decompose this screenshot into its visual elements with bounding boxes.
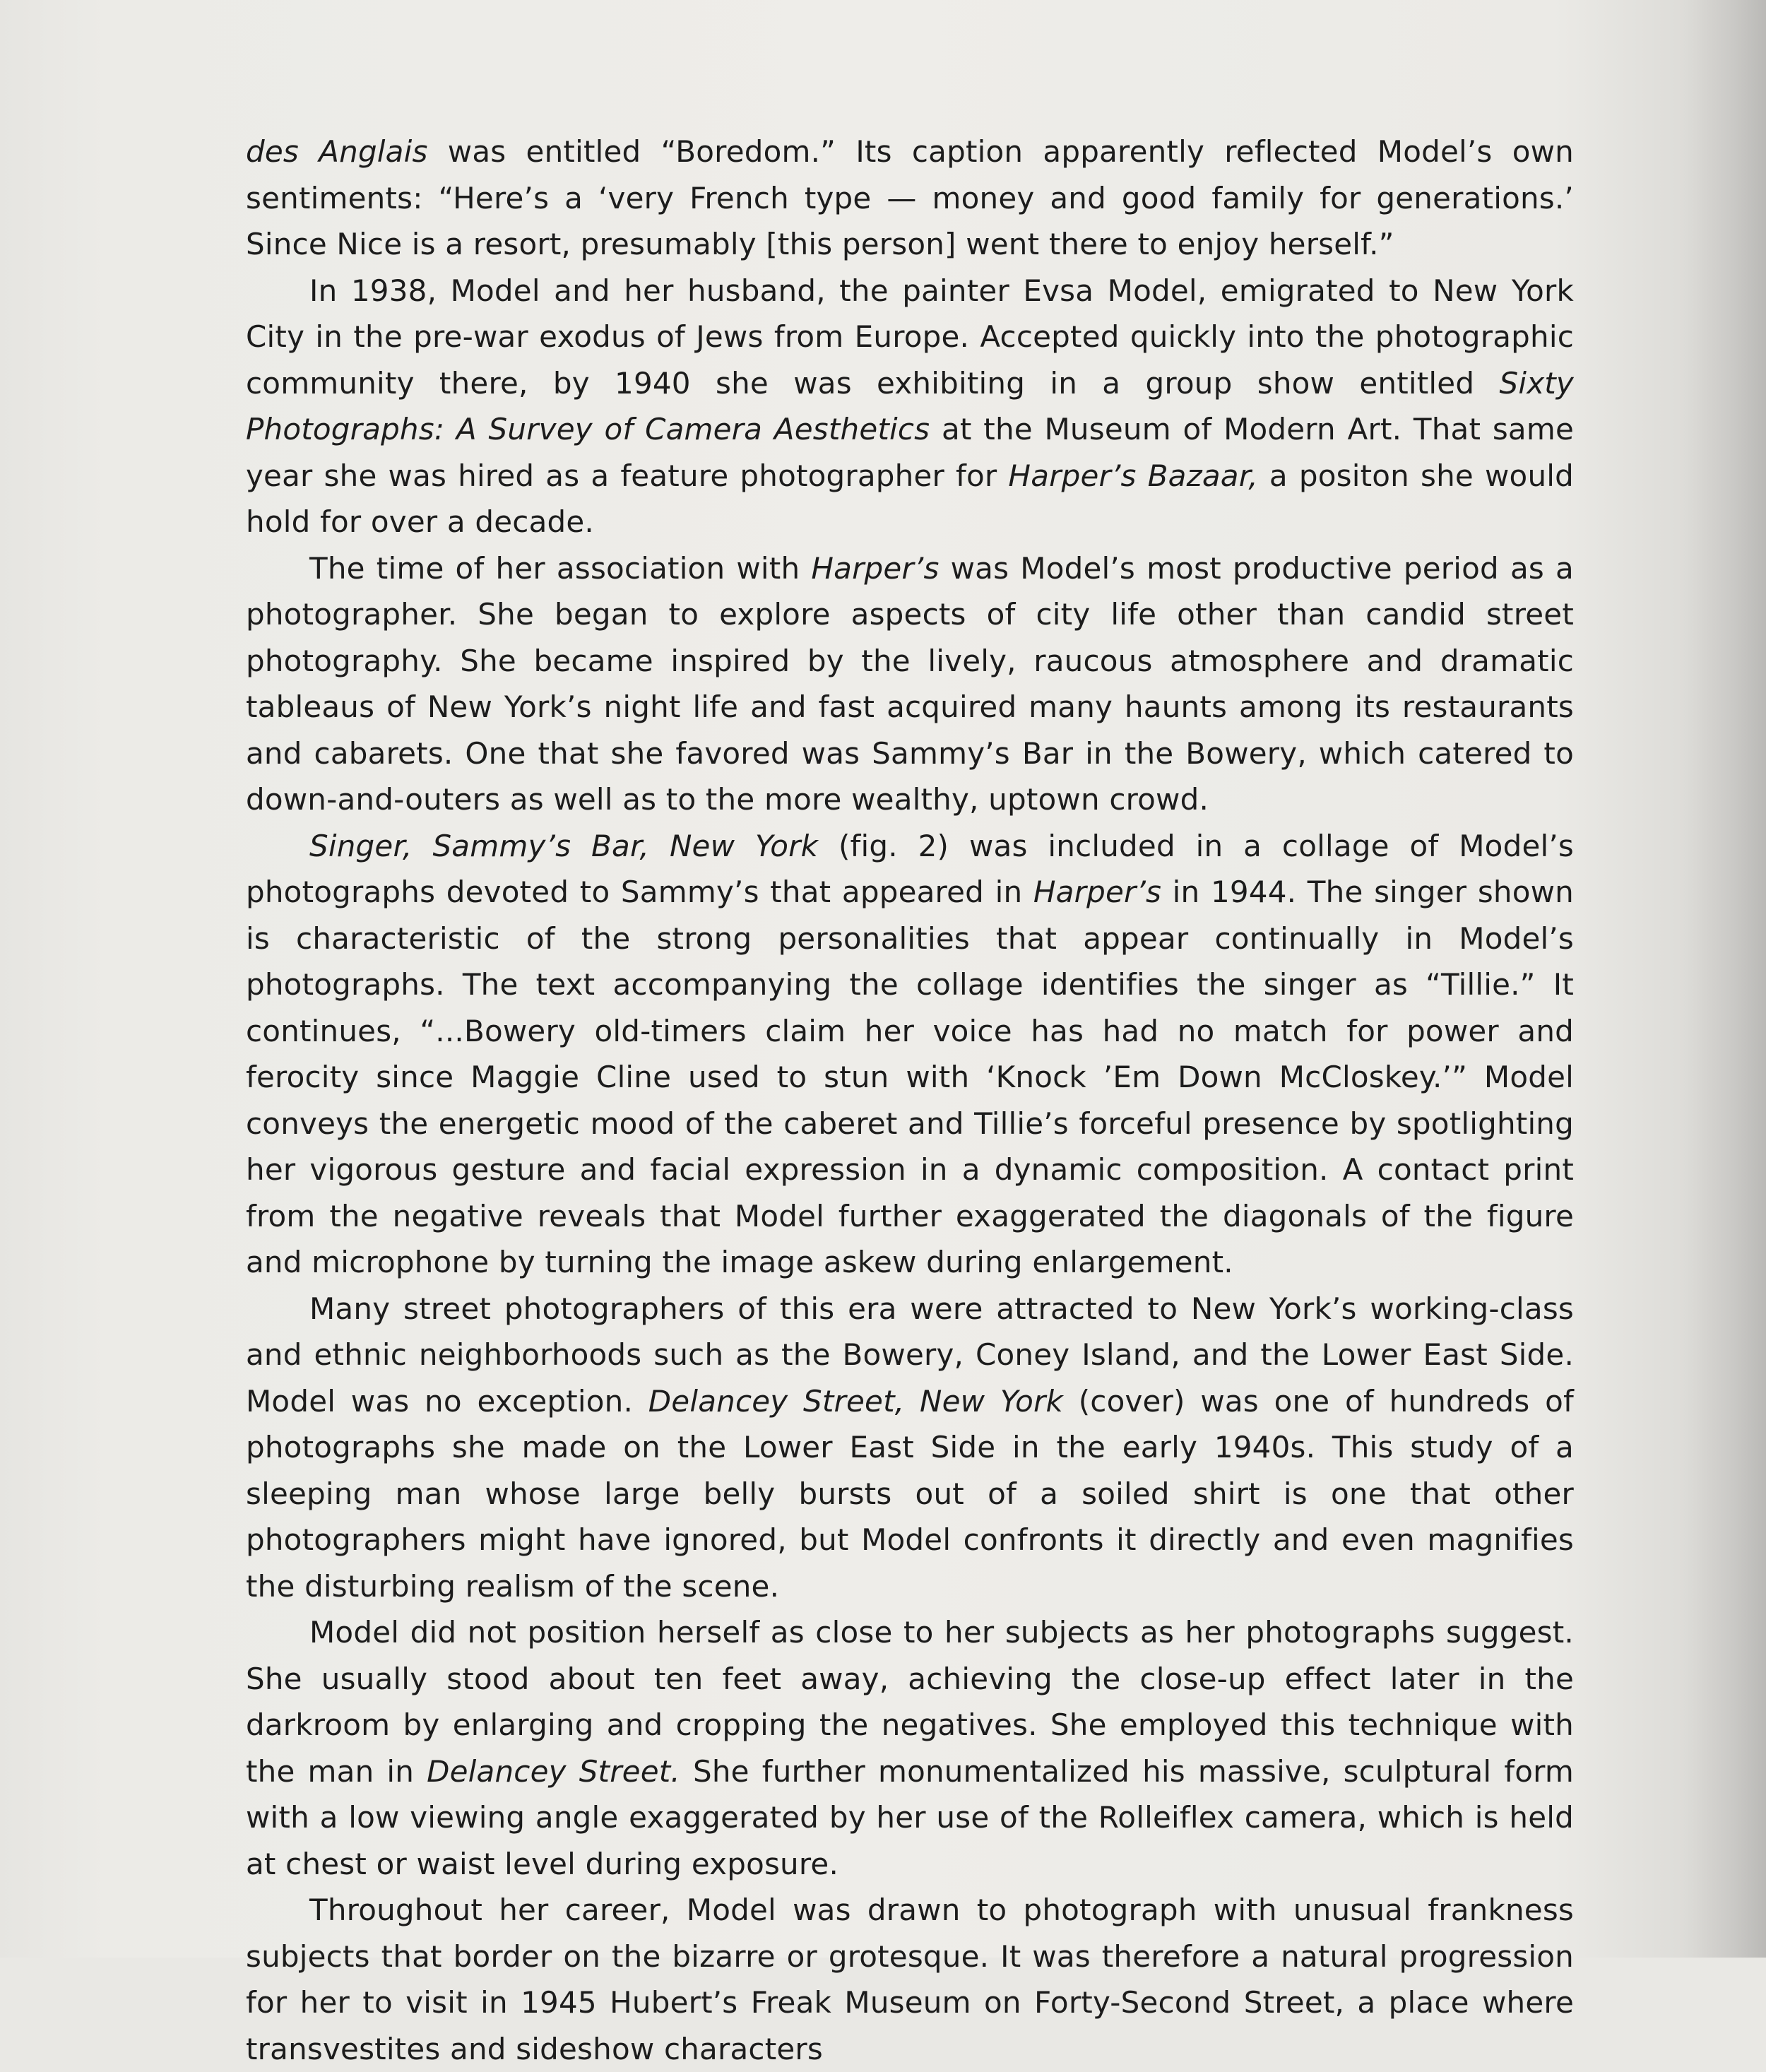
text-run: in 1944. The singer shown is characteristic of the strong personalities that appear continually in Model’s photographs. The text accompanying the collage identifies the singer as “Tillie.” It continues, “...Bowery old-timers claim her voice has had no match for power and ferocity since Maggie Cline used to stun with ‘Knock ’Em Down McCloskey.’” Model conveys the energetic mood of the caberet and Tillie’s forceful presence by spotlighting her vigorous gesture and facial expression in a dynamic composition. A contact print from the negative reveals that Model further exaggerated the diagonals of the figure and microphone by turning the image askew during enlargement. [246,875,1574,1279]
text-run: (fig. 2) was included in a collage of Model’s photographs devoted to Sammy’s that appeared in [246,828,1574,909]
text-run: a positon she would hold for over a decade. [246,458,1575,539]
text-run: was entitled “Boredom.” Its caption apparently reflected Model’s own sentiments: “Here’s a ‘very French type — money and good family for generations.’ Since Nice is a resort, presumably [this person] went there to enjoy herself.” [246,134,1574,261]
italic-title: Sixty Photographs: A Survey of Camera Aesthetics [246,365,1574,446]
paragraph-3 [246,545,1574,823]
paragraph-7 [246,1887,1574,2072]
paragraph-5 [246,1286,1574,1610]
paragraph-4 [246,823,1574,1286]
text-run: Throughout her career, Model was drawn to photograph with unusual frankness subjects that border on the bizarre or grotesque. It was therefore a natural progression for her to visit in 1945 Hubert’s Freak Museum on Forty-Second Street, a place where transvestites and sideshow characters [246,1893,1574,2066]
paragraph-2 [246,268,1574,545]
italic-title: Harper’s Bazaar, [1008,458,1258,493]
italic-title: Delancey Street, New York [648,1383,1064,1419]
text-run: (cover) was one of hundreds of photographs she made on the Lower East Side in the early 1940s. This study of a sleeping man whose large belly bursts out of a soiled shirt is one that other photographers might have ignored, but Model confronts it directly and even magnifies the disturbing realism of the scene. [246,1383,1574,1604]
paragraph-1 [246,129,1574,268]
text-run: Model did not position herself as close to her subjects as her photographs suggest. She usually stood about ten feet away, achieving the close-up effect later in the darkroom by enlarging and cropping the negatives. She employed this technique with the man in [246,1615,1574,1789]
italic-title: Harper’s [811,550,940,586]
italic-title: Delancey Street. [427,1753,680,1789]
italic-title: Harper’s [1033,875,1162,909]
text-run: Many street photographers of this era were attracted to New York’s working-class and ethnic neighborhoods such as the Bowery, Coney Island, and the Lower East Side. Model was no exception. [246,1291,1574,1419]
paragraph-6 [246,1609,1574,1887]
text-run: In 1938, Model and her husband, the painter Evsa Model, emigrated to New York City in the pre-war exodus of Jews from Europe. Accepted quickly into the photographic community there, by 1940 she was exhibiting in a group show entitled [246,273,1574,401]
text-run: at the Museum of Modern Art. That same year she was hired as a feature photographer for [246,412,1574,493]
text-run: She further monumentalized his massive, sculptural form with a low viewing angle exaggerated by her use of the Rolleiflex camera, which is held at chest or waist level during exposure. [246,1753,1574,1881]
text-run: was Model’s most productive period as a photographer. She began to explore aspects of city life other than candid street photography. She became inspired by the lively, raucous atmosphere and dramatic tableaus of New York’s night life and fast acquired many haunts among its restaurants and cabarets. One that she favored was Sammy’s Bar in the Bowery, which catered to down-and-outers as well as to the more wealthy, uptown crowd. [246,550,1574,817]
body-text [246,129,1574,2072]
italic-title: des Anglais [246,134,428,169]
italic-title: Singer, Sammy’s Bar, New York [309,828,819,863]
text-run: The time of her association with [309,550,812,586]
